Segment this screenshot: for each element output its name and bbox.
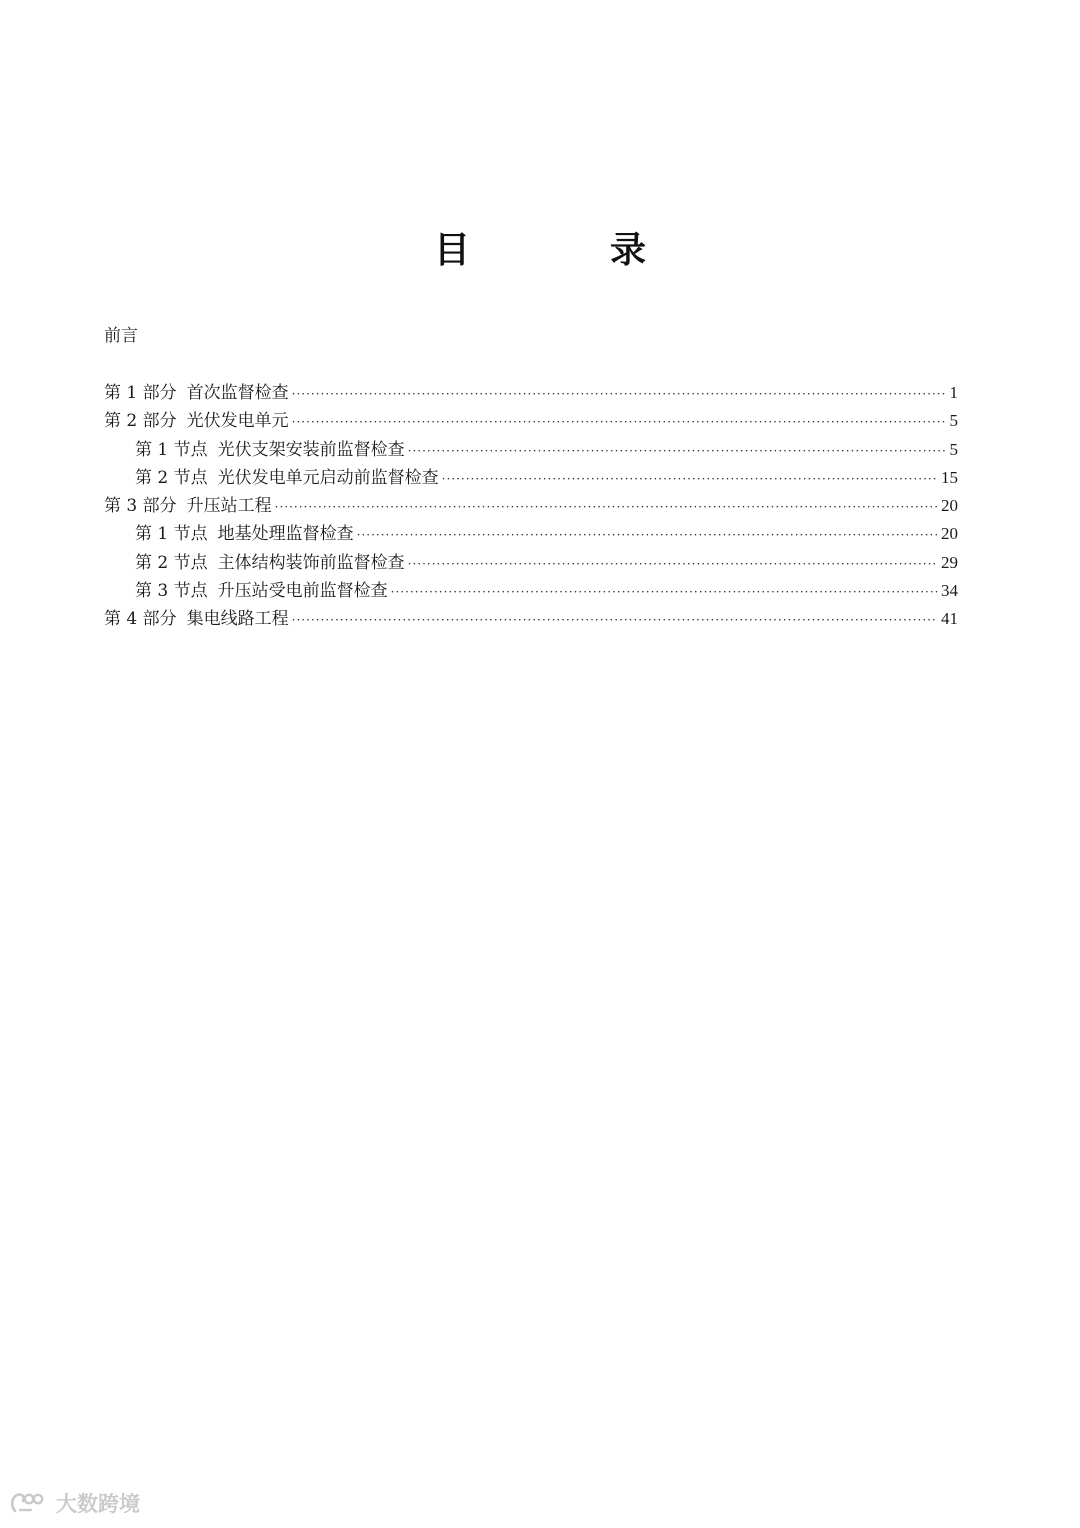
- toc-entry-page: 20: [941, 524, 958, 544]
- toc-entry-label: [135, 549, 405, 577]
- toc-entry-title: 升压站受电前监督检查: [217, 581, 388, 602]
- toc-entry-page: 20: [941, 496, 958, 516]
- toc-entry-label: [135, 577, 388, 605]
- toc-entry-page: 5: [949, 411, 958, 431]
- toc-entry-number: 第 1 节点: [135, 524, 208, 545]
- toc-entry-label: [104, 407, 289, 435]
- toc-entry-number: 第 1 节点: [135, 439, 208, 460]
- toc-preface[interactable]: 前言: [104, 326, 138, 346]
- toc-entry-number: 第 3 节点: [135, 581, 208, 602]
- toc-entry-label: [135, 520, 354, 548]
- toc-entry-number: 第 2 部分: [104, 411, 177, 432]
- toc-entry-title: 光伏发电单元启动前监督检查: [217, 467, 439, 488]
- dot-leader: [408, 550, 938, 578]
- toc-subentry[interactable]: [104, 577, 958, 605]
- toc-entry-label: [135, 436, 405, 464]
- toc-entry-page: 34: [941, 581, 958, 601]
- toc-entry-number: 第 4 部分: [104, 609, 177, 630]
- page-title: 目 录: [433, 229, 698, 271]
- dot-leader: [292, 606, 938, 634]
- watermark: [10, 1488, 140, 1518]
- dot-leader: [357, 521, 938, 549]
- dot-leader: [292, 408, 947, 436]
- toc-entry-page: 1: [949, 383, 958, 402]
- dot-leader: [275, 493, 938, 521]
- toc-entry-title: 光伏发电单元: [186, 411, 289, 432]
- toc-subentry[interactable]: [104, 464, 958, 492]
- watermark-text: 大数跨境: [56, 1492, 140, 1516]
- toc-entry-page: 41: [941, 609, 958, 629]
- toc-entry-title: 光伏支架安装前监督检查: [217, 439, 405, 460]
- toc-entry-number: 第 2 节点: [135, 467, 208, 488]
- toc-entry[interactable]: [104, 407, 958, 435]
- toc-entry-title: 升压站工程: [186, 496, 272, 517]
- toc-subentry[interactable]: [104, 436, 958, 464]
- toc-entry[interactable]: [104, 379, 958, 407]
- toc-entry-label: [135, 464, 439, 492]
- toc-entry-title: 集电线路工程: [186, 609, 289, 630]
- toc-entry[interactable]: [104, 492, 958, 520]
- toc-entry-number: 第 3 部分: [104, 496, 177, 517]
- dot-leader: [391, 578, 938, 606]
- toc-entry[interactable]: [104, 605, 958, 633]
- brand-logo-icon: [10, 1490, 50, 1516]
- toc-entry-page: 29: [941, 552, 958, 572]
- toc-entry-number: 第 2 节点: [135, 552, 208, 573]
- dot-leader: [408, 437, 947, 465]
- toc-entry-label: [104, 605, 289, 633]
- toc-subentry[interactable]: [104, 549, 958, 577]
- table-of-contents: [104, 379, 958, 634]
- toc-subentry[interactable]: [104, 520, 958, 548]
- toc-entry-page: 15: [941, 467, 958, 487]
- toc-entry-page: 5: [949, 439, 958, 459]
- dot-leader: [442, 465, 938, 493]
- toc-entry-title: 首次监督检查: [186, 383, 289, 403]
- toc-entry-title: 地基处理监督检查: [217, 524, 354, 545]
- dot-leader: [292, 380, 947, 408]
- toc-entry-title: 主体结构装饰前监督检查: [217, 552, 405, 573]
- toc-entry-number: 第 1 部分: [104, 383, 177, 403]
- toc-entry-label: [104, 492, 272, 520]
- toc-entry-label: [104, 379, 289, 407]
